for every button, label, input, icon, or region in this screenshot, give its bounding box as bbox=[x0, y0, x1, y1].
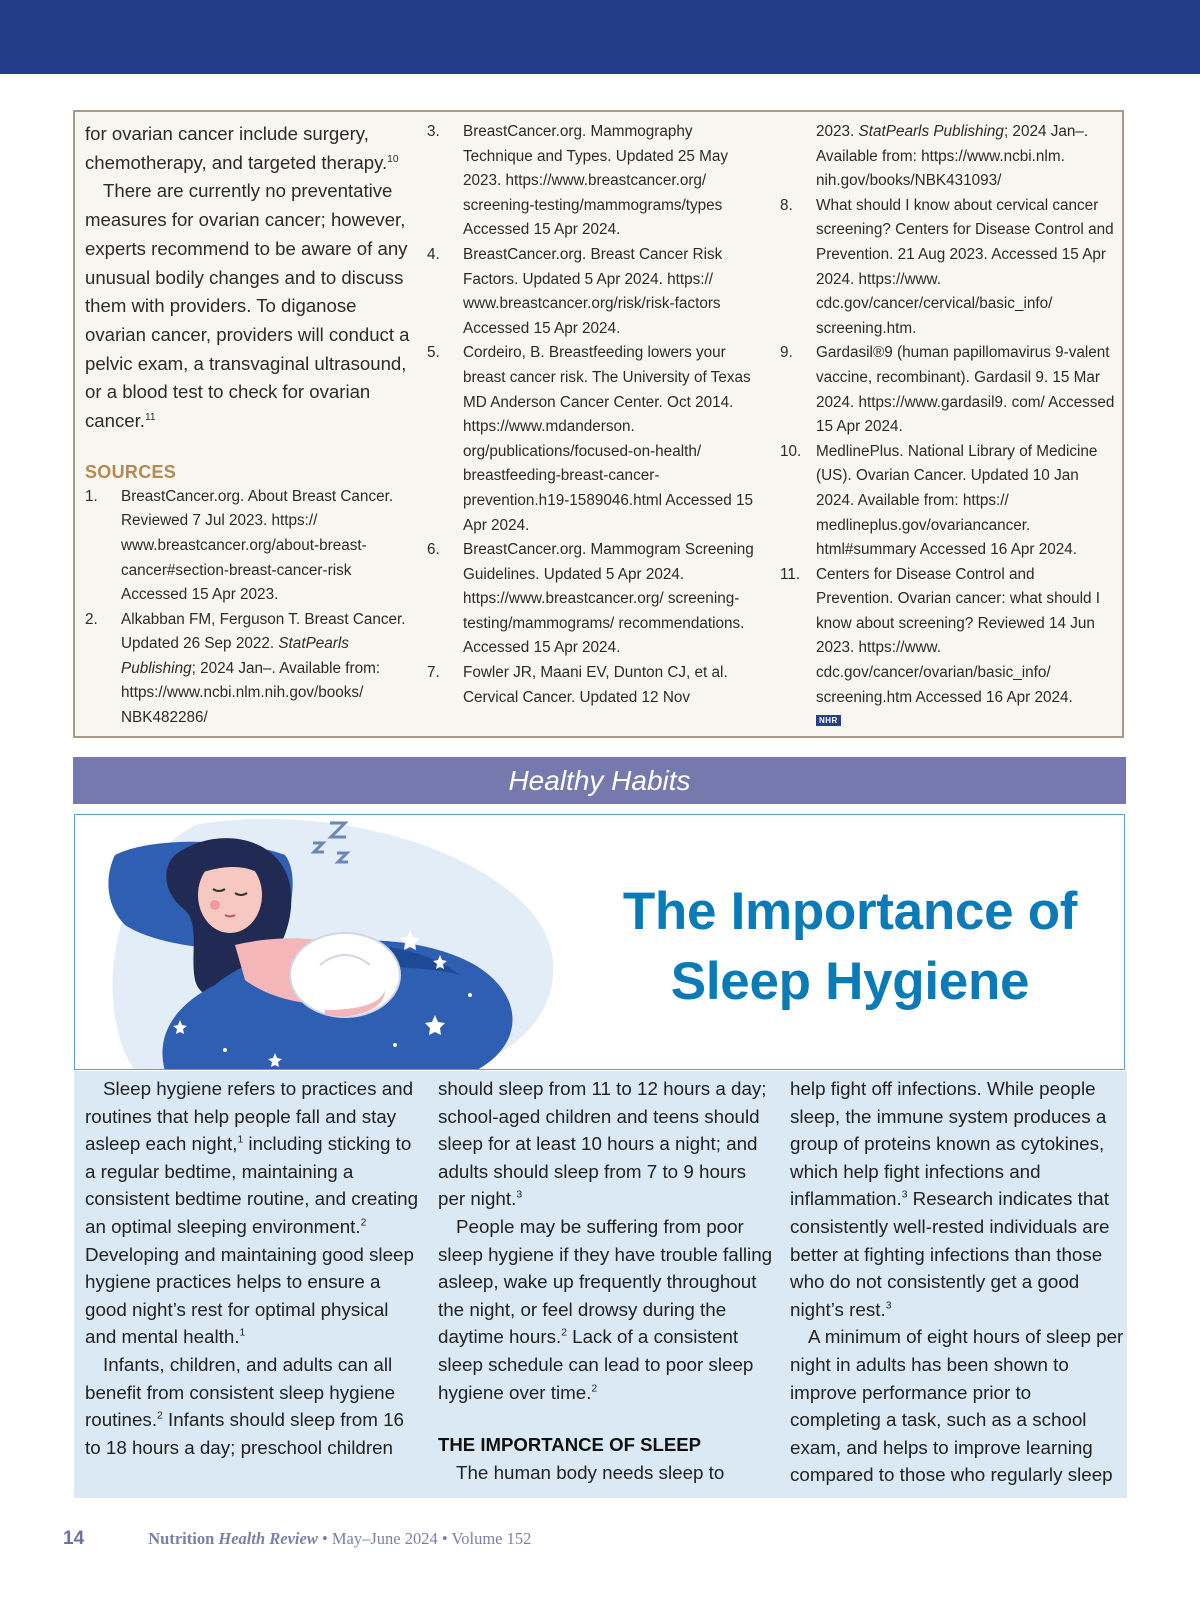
paragraph-text: Lack of a consistent sleep schedule can lead to poor sleep hygiene over time. bbox=[438, 1326, 754, 1403]
citation-sup: 1 bbox=[237, 1134, 244, 1146]
upper-column-2 bbox=[427, 120, 757, 710]
ovarian-cancer-text bbox=[85, 120, 410, 436]
issue-info: • May–June 2024 • Volume 152 bbox=[321, 1529, 532, 1548]
reference-item bbox=[427, 538, 757, 661]
reference-number: 8. bbox=[780, 196, 793, 214]
paragraph bbox=[85, 1351, 420, 1461]
reference-item-continued bbox=[780, 120, 1115, 194]
article-title-line: The Importance of bbox=[622, 882, 1078, 941]
page-number: 14 bbox=[63, 1528, 85, 1549]
reference-publisher: StatPearls Publishing bbox=[858, 123, 1004, 140]
reference-text: MedlinePlus. National Library of Medicine (US). Ovarian Cancer. Updated 10 Jan 2024. Available from: https:// medlineplus.gov/ovariancancer. html#summary Accessed 16 Apr 2024. bbox=[816, 442, 1098, 559]
article-column-3 bbox=[790, 1075, 1125, 1489]
paragraph-text: The human body needs sleep to bbox=[456, 1461, 725, 1483]
citation-sup: 3 bbox=[901, 1190, 908, 1202]
paragraph-text: including sticking to a regular bedtime, maintaining a consistent bedtime routine, and creating an optimal sleeping environment. bbox=[85, 1133, 419, 1237]
reference-text: Cordeiro, B. Breastfeeding lowers your breast cancer risk. The University of Texas MD Anderson Cancer Center. Oct 2014. https://www.mdanderson. org/publications/focused-on-health/ breastfeeding-breast-cancer-prevention.h19-1589046.html Accessed 15 Apr 2024. bbox=[463, 344, 753, 534]
article-title-line: Sleep Hygiene bbox=[670, 952, 1030, 1011]
reference-number: 4. bbox=[427, 245, 440, 263]
reference-item bbox=[427, 661, 757, 710]
reference-text bbox=[816, 120, 1115, 194]
reference-text: Fowler JR, Maani EV, Dunton CJ, et al. Cervical Cancer. Updated 12 Nov bbox=[463, 664, 728, 706]
citation-sup: 2 bbox=[157, 1410, 163, 1422]
paragraph bbox=[438, 1459, 773, 1487]
paragraph-text: Developing and maintaining good sleep hygiene practices helps to ensure a good night’s rest for optimal physical and mental health. bbox=[85, 1243, 414, 1348]
paragraph-text: Sleep hygiene refers to practices and routines that help people fall and stay asleep each night, bbox=[85, 1078, 414, 1155]
citation-sup: 2 bbox=[360, 1217, 367, 1229]
reference-text bbox=[121, 608, 410, 731]
paragraph-text: Infants, children, and adults can all benefit from consistent sleep hygiene routines. bbox=[85, 1353, 396, 1431]
reference-number: 2. bbox=[85, 610, 98, 628]
citation-sup: 1 bbox=[239, 1328, 246, 1340]
article-hero bbox=[74, 814, 1125, 1070]
reference-item bbox=[85, 485, 410, 608]
reference-item bbox=[780, 341, 1115, 439]
reference-text-part: ; 2024 Jan–. Available from: https://www.ncbi.nlm.nih.gov/books/ NBK482286/ bbox=[121, 659, 381, 727]
citation-sup: 2 bbox=[591, 1383, 598, 1395]
paragraph-text: People may be suffering from poor sleep hygiene if they have trouble falling asleep, wake up frequently throughout the night, or feel drowsy during the daytime hours. bbox=[438, 1215, 773, 1348]
reference-item bbox=[427, 243, 757, 341]
reference-text: What should I know about cervical cancer screening? Centers for Disease Control and Prevention. 21 Aug 2023. Accessed 15 Apr 2024. https://www. cdc.gov/cancer/cervical/basic_info/ screening.htm. bbox=[816, 196, 1114, 337]
paragraph-text: should sleep from 11 to 12 hours a day; school-aged children and teens should sleep for at least 10 hours a night; and adults should sleep from 7 to 9 hours per night. bbox=[438, 1078, 767, 1210]
section-label: Healthy Habits bbox=[508, 765, 691, 796]
reference-number: 7. bbox=[427, 664, 440, 682]
paragraph-text: Infants should sleep from 16 to 18 hours a day; preschool children bbox=[85, 1409, 404, 1458]
paragraph bbox=[438, 1075, 773, 1213]
paragraph bbox=[438, 1213, 773, 1406]
citation-sup: 3 bbox=[885, 1300, 892, 1312]
reference-publisher: StatPearls Publishing bbox=[121, 635, 349, 677]
reference-number: 3. bbox=[427, 123, 440, 140]
reference-number: 10. bbox=[780, 442, 802, 460]
reference-number: 6. bbox=[427, 541, 440, 559]
reference-number: 9. bbox=[780, 344, 793, 362]
reference-text: Gardasil®9 (human papillomavirus 9-valent vaccine, recombinant). Gardasil 9. 15 Mar 2024. https://www.gardasil9. com/ Accessed 15 Apr 2024. bbox=[816, 344, 1115, 436]
sources-heading: SOURCES bbox=[85, 461, 177, 482]
paragraph-text: help fight off infections. While people sleep, the immune system produces a group of proteins known as cytokines, which help fight infections and inflammation. bbox=[790, 1078, 1107, 1210]
paragraph bbox=[85, 177, 410, 435]
reference-number bbox=[780, 120, 816, 194]
reference-item bbox=[427, 120, 757, 243]
citation-sup: 10 bbox=[387, 153, 399, 165]
reference-number: 5. bbox=[427, 344, 440, 362]
publication-name: Nutrition bbox=[148, 1529, 215, 1548]
reference-item bbox=[780, 563, 1115, 711]
nhr-end-mark: NHR bbox=[816, 715, 841, 726]
section-banner bbox=[73, 757, 1126, 804]
reference-item bbox=[780, 440, 1115, 563]
reference-text: Centers for Disease Control and Prevention. Ovarian cancer: what should I know about screening? Reviewed 14 Jun 2023. https://www. cdc.gov/cancer/ovarian/basic_info/ screening.htm Accessed 16 Apr 2024. bbox=[816, 565, 1100, 706]
page-footer bbox=[63, 1528, 531, 1550]
reference-item bbox=[427, 341, 757, 538]
upper-column-3 bbox=[780, 120, 1115, 728]
paragraph-text: There are currently no preventative measures for ovarian cancer; however, experts recommend to be aware of any unusual bodily changes and to discuss them with providers. To diganose ovarian cancer, providers will conduct a pelvic exam, a transvaginal ultrasound, or a blood test to check for ovarian cancer. bbox=[85, 180, 410, 432]
paragraph-text: for ovarian cancer include surgery, chemotherapy, and targeted therapy. bbox=[85, 123, 388, 173]
reference-number: 1. bbox=[85, 487, 98, 505]
reference-text: BreastCancer.org. Breast Cancer Risk Factors. Updated 5 Apr 2024. https:// www.breastcancer.org/risk/risk-factors Accessed 15 Apr 2024. bbox=[463, 245, 723, 337]
paragraph bbox=[85, 1075, 420, 1351]
paragraph-text: Research indicates that consistently well-rested individuals are better at fighting infections than those who do not consistently get a good night’s rest. bbox=[790, 1188, 1110, 1320]
top-header-band bbox=[0, 0, 1200, 74]
reference-text: BreastCancer.org. Mammography Technique and Types. Updated 25 May 2023. https://www.breastcancer.org/ screening-testing/mammograms/types Accessed 15 Apr 2024. bbox=[463, 123, 729, 239]
article-body-panel bbox=[74, 1071, 1127, 1498]
citation-sup: 3 bbox=[516, 1190, 523, 1202]
sleeping-woman-illustration bbox=[75, 815, 635, 1070]
paragraph-text: A minimum of eight hours of sleep per night in adults has been shown to improve performance prior to completing a task, such as a school exam, and helps to improve learning compared to those who regularly sleep bbox=[790, 1326, 1124, 1486]
reference-text: BreastCancer.org. Mammogram Screening Guidelines. Updated 5 Apr 2024. https://www.breastcancer.org/ screening-testing/mammograms/ recommendations. Accessed 15 Apr 2024. bbox=[463, 541, 754, 657]
reference-item bbox=[780, 194, 1115, 342]
article-column-1 bbox=[85, 1075, 420, 1461]
citation-sup: 11 bbox=[144, 411, 156, 423]
citation-sup: 2 bbox=[561, 1328, 567, 1340]
reference-text-part: ; 2024 Jan–. Available from: https://www.ncbi.nlm. nih.gov/books/NBK431093/ bbox=[816, 123, 1089, 190]
reference-item bbox=[85, 608, 410, 731]
reference-text: BreastCancer.org. About Breast Cancer. Reviewed 7 Jul 2023. https:// www.breastcancer.org/about-breast-cancer#section-breast-cancer-risk Accessed 15 Apr 2023. bbox=[121, 487, 394, 604]
article-column-2 bbox=[438, 1075, 773, 1486]
reference-text-part: Alkabban FM, Ferguson T. Breast Cancer. Updated 26 Sep 2022. bbox=[121, 610, 406, 653]
paragraph bbox=[790, 1323, 1125, 1489]
paragraph bbox=[790, 1075, 1125, 1323]
publication-name-italic: Health Review bbox=[218, 1529, 318, 1548]
upper-column-1 bbox=[85, 120, 410, 731]
paragraph bbox=[85, 120, 410, 177]
section-heading: THE IMPORTANCE OF SLEEP bbox=[438, 1434, 702, 1456]
references-box bbox=[73, 110, 1124, 738]
reference-number: 11. bbox=[780, 565, 801, 583]
reference-text-part: 2023. bbox=[816, 123, 859, 140]
article-title bbox=[595, 877, 1105, 1017]
